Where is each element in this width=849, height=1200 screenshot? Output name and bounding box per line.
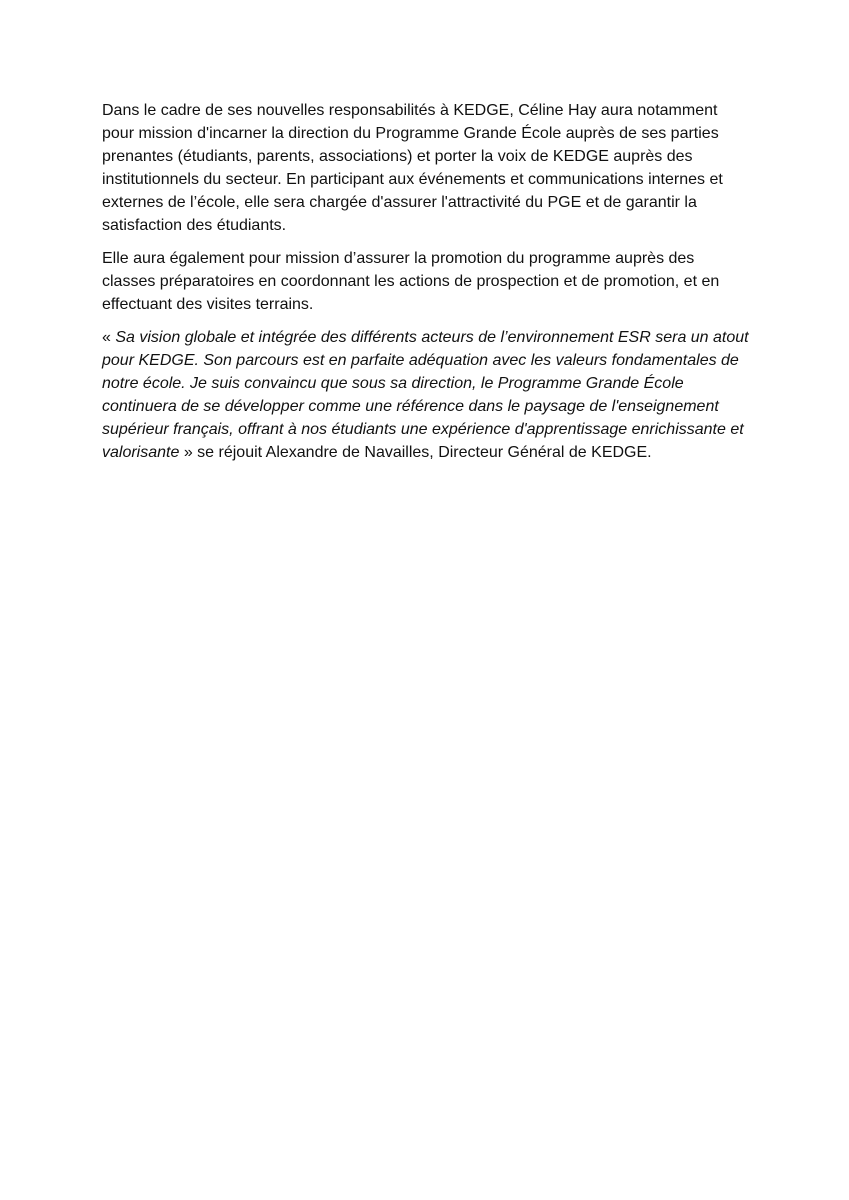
quote-text: Sa vision globale et intégrée des différents acteurs de l’environnement ESR sera un atout pour KEDGE. Son parcours est en parfaite adéquation avec les valeurs fondamentales de notre école. Je suis convaincu que sous sa direction, le Programme Grande École continuera de se développer comme une référence dans le paysage de l'enseignement supérieur français, offrant à nos étudiants une expérience d'apprentissage enrichissante et valorisante xyxy=(102,329,749,461)
quote-attribution: » se réjouit Alexandre de Navailles, Directeur Général de KEDGE. xyxy=(179,444,652,461)
document-page xyxy=(102,99,752,474)
paragraph-quote xyxy=(102,326,752,464)
paragraph-responsibilities: Dans le cadre de ses nouvelles responsabilités à KEDGE, Céline Hay aura notamment pour mission d'incarner la direction du Programme Grande École auprès de ses parties prenantes (étudiants, parents, associations) et porter la voix de KEDGE auprès des institutionnels du secteur. En participant aux événements et communications internes et externes de l’école, elle sera chargée d'assurer l'attractivité du PGE et de garantir la satisfaction des étudiants. xyxy=(102,102,723,234)
paragraph-promotion-mission: Elle aura également pour mission d’assurer la promotion du programme auprès des classes préparatoires en coordonnant les actions de prospection et de promotion, et en effectuant des visites terrains. xyxy=(102,250,720,313)
quote-open-mark: « xyxy=(102,329,116,346)
